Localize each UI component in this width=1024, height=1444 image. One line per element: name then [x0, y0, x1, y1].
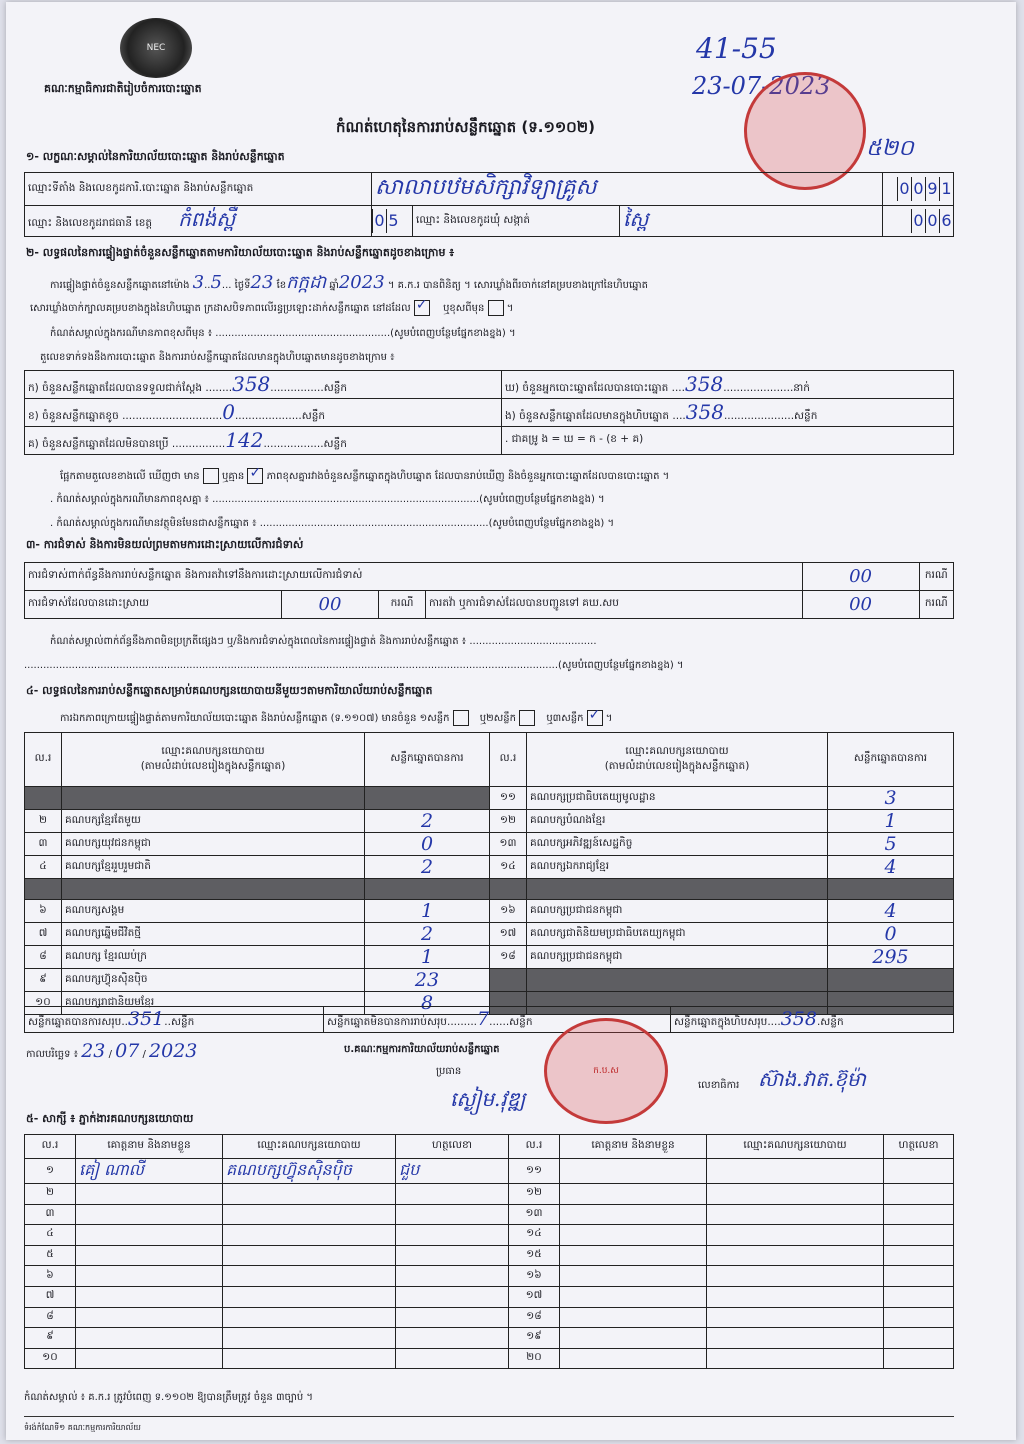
witness-signature — [884, 1328, 954, 1349]
sheets-count-line: ការឯកភាពក្រោយផ្ទៀងផ្ទាត់តាមការិយាល័យបោះឆ្នោត និងរាប់សន្លឹកឆ្នោត (ទ.១១០៧) មានចំនួន ១សន្លឹក ឬ២សន្លឹក ឬ៣សន្លឹក ✓ ។ — [60, 710, 612, 726]
left-party-no: ១០ — [25, 992, 62, 1015]
witness-signature: ជួប — [396, 1159, 509, 1184]
witness-no: ១៩ — [509, 1328, 560, 1349]
right-party-name: គណបក្សឯករាជ្យខ្មែរ — [527, 856, 828, 879]
right-party-no: ១២ — [490, 810, 527, 833]
figure-row-d: ឃ) ចំនួនអ្នកបោះឆ្នោតដែលបានបោះឆ្នោត ....358.....................នាក់ — [502, 371, 954, 399]
left-party-votes — [365, 879, 490, 900]
witness-name — [76, 1307, 223, 1328]
witness-no: ៤ — [25, 1225, 76, 1246]
col-party-right: ឈ្មោះគណបក្សនយោបាយ (តាមលំដាប់លេខរៀងក្នុងសន្លឹកឆ្នោត) — [527, 733, 828, 787]
wcol-no-right: ល.រ — [509, 1135, 560, 1159]
results-row — [25, 969, 954, 992]
month-value: កក្កដា — [286, 272, 327, 293]
witness-signature — [396, 1286, 509, 1307]
witness-party — [707, 1286, 884, 1307]
witness-signature — [884, 1307, 954, 1328]
footer-print: ទំរង់កំណែទី១ គណៈកម្មការការិយាល័យ — [24, 1423, 141, 1432]
figure-formula: . ជាគម្រូ ង = ឃ = ក - (ខ + គ) — [502, 427, 954, 455]
right-party-name: គណបក្សប្រជាធិបតេយ្យមូលដ្ឋាន — [527, 787, 828, 810]
witness-party — [223, 1225, 396, 1246]
witness-party — [707, 1266, 884, 1287]
witness-name — [560, 1328, 707, 1349]
witness-party — [707, 1225, 884, 1246]
right-party-votes — [828, 969, 954, 992]
complaints-table — [24, 562, 954, 619]
results-row — [25, 879, 954, 900]
witness-row — [25, 1286, 954, 1307]
witness-name — [560, 1159, 707, 1184]
witness-name — [560, 1184, 707, 1205]
witness-signature — [396, 1204, 509, 1225]
left-party-name: គណបក្សខ្មែរតែមួយ — [62, 810, 365, 833]
location-label: ឈ្មោះទីតាំង និងលេខកូដការិ.បោះឆ្នោត និងរាប់សន្លឹកឆ្នោត — [25, 173, 372, 206]
witness-signature — [884, 1348, 954, 1369]
right-party-no: ១៤ — [490, 856, 527, 879]
witness-no: ១១ — [509, 1159, 560, 1184]
results-row — [25, 856, 954, 879]
wcol-name-left: គោត្តនាម និងនាមខ្លួន — [76, 1135, 223, 1159]
date-month: 07 — [115, 1040, 140, 1062]
foreign-object-note: . កំណត់សម្គាល់ក្នុងករណីមានវត្ថុមិនមែនជាសន្លឹកឆ្នោត ៖ ........................................................................(សូមបំពេញបន្ថែមផ្នែកខាងខ្នង) ។ — [50, 518, 615, 529]
figures-table — [24, 370, 954, 455]
witness-party — [707, 1307, 884, 1328]
witness-name — [560, 1225, 707, 1246]
witness-row — [25, 1266, 954, 1287]
witness-name — [560, 1286, 707, 1307]
witness-signature — [884, 1286, 954, 1307]
stamp-date: 23-07-2023 — [692, 72, 831, 100]
forwarded-value: 00 — [802, 591, 919, 619]
witness-signature — [884, 1266, 954, 1287]
hour-value: 3 — [192, 272, 205, 293]
two-sheets-checkbox[interactable] — [519, 710, 535, 726]
right-party-name — [527, 879, 828, 900]
total-valid-cell: សន្លឹកឆ្នោតបានការសរុប..351..សន្លឹក — [25, 1007, 324, 1033]
witness-name — [76, 1184, 223, 1205]
stamp-code: ៥២០ — [866, 136, 914, 161]
results-row — [25, 900, 954, 923]
left-party-votes: 2 — [365, 923, 490, 946]
witness-no: ១៣ — [509, 1204, 560, 1225]
left-party-no: ៣ — [25, 833, 62, 856]
witness-name — [560, 1204, 707, 1225]
witness-row — [25, 1159, 954, 1184]
seal-line: សោរឃ្លាំងចាក់ក្បាលគម្របខាងក្នុងនៃហិបឆ្នោត ក្រដាសបិទភាពលើរន្ធប្រឡោះដាក់សន្លឹកឆ្នោត នៅដដែល ✓ ឬខុសពីមុន ។ — [30, 300, 513, 316]
witness-no: ១០ — [25, 1348, 76, 1369]
witness-table — [24, 1134, 954, 1369]
right-party-no: ១៨ — [490, 946, 527, 969]
witness-party — [223, 1184, 396, 1205]
president-label: ប្រធាន — [436, 1066, 462, 1077]
witness-no: ១៨ — [509, 1307, 560, 1328]
witness-party — [223, 1348, 396, 1369]
witness-party — [223, 1286, 396, 1307]
witness-party — [707, 1328, 884, 1349]
left-party-no: ៩ — [25, 969, 62, 992]
date-day: 23 — [81, 1040, 106, 1062]
forwarded-unit: ករណី — [919, 591, 953, 619]
resolved-value: 00 — [282, 591, 379, 619]
total-box-cell: សន្លឹកឆ្នោតក្នុងហិបសរុប....358.សន្លឹក — [671, 1007, 954, 1033]
wcol-name-right: គោត្តនាម និងនាមខ្លួន — [560, 1135, 707, 1159]
left-party-name: គណបក្សឆ្នើមជីវិតថ្មី — [62, 923, 365, 946]
wcol-no-left: ល.រ — [25, 1135, 76, 1159]
right-party-votes: 1 — [828, 810, 954, 833]
year-value: 2023 — [338, 272, 385, 293]
totals-table — [24, 1006, 954, 1033]
left-party-votes: 0 — [365, 833, 490, 856]
witness-signature — [396, 1328, 509, 1349]
right-party-name: គណបក្សប្រជាជនកម្ពុជា — [527, 946, 828, 969]
witness-no: ៥ — [25, 1245, 76, 1266]
results-row — [25, 833, 954, 856]
wcol-party-left: ឈ្មោះគណបក្សនយោបាយ — [223, 1135, 396, 1159]
witness-name — [560, 1245, 707, 1266]
right-party-votes — [828, 879, 954, 900]
figures-intro: តួលេខទាក់ទងនឹងការបោះឆ្នោត និងការរាប់សន្លឹកឆ្នោតដែលមានក្នុងហិបឆ្នោតមានដូចខាងក្រោម ៖ — [40, 352, 395, 363]
witness-no: ១ — [25, 1159, 76, 1184]
results-row — [25, 787, 954, 810]
secretary-signature: ស៊ាង.វាត.ខ៊ុម៉ា — [758, 1067, 866, 1091]
witness-party — [223, 1266, 396, 1287]
witness-signature — [884, 1204, 954, 1225]
location-code: 0 0 9 1 — [883, 173, 954, 206]
total-valid-value: 351 — [128, 1008, 165, 1030]
left-party-votes: 23 — [365, 969, 490, 992]
witness-party — [707, 1184, 884, 1205]
witness-no: ៦ — [25, 1266, 76, 1287]
witness-name — [76, 1266, 223, 1287]
witness-no: ២ — [25, 1184, 76, 1205]
left-party-name: គណបក្សសង្គម — [62, 900, 365, 923]
witness-no: ៩ — [25, 1328, 76, 1349]
witness-party — [223, 1245, 396, 1266]
witness-signature — [396, 1348, 509, 1369]
section3-title: ៣- ការជំទាស់ និងការមិនយល់ព្រមតាមការដោះស្រាយលើការជំទាស់ — [26, 538, 304, 551]
results-row — [25, 946, 954, 969]
date-line: កាលបរិច្ឆេទ ៖ 23 / 07 / 2023 — [26, 1040, 198, 1062]
witness-no: ៧ — [25, 1286, 76, 1307]
witness-no: ៨ — [25, 1307, 76, 1328]
right-party-no — [490, 879, 527, 900]
resolved-label: ការជំទាស់ដែលបានដោះស្រាយ — [25, 591, 282, 619]
witness-name — [76, 1328, 223, 1349]
irregularity-note: កំណត់សម្គាល់ពាក់ព័ន្ធនឹងភាពមិនប្រក្រតីផ្សេងៗ ឬ/និងការជំទាស់ក្នុងពេលនៃការផ្ទៀងផ្ទាត់ និងការរាប់សន្លឹកឆ្នោត ៖ ........................................ — [50, 636, 597, 647]
witness-signature — [396, 1245, 509, 1266]
left-party-votes: 1 — [365, 946, 490, 969]
no-difference-checkbox[interactable] — [247, 468, 263, 484]
witness-row — [25, 1184, 954, 1205]
right-party-name — [527, 969, 828, 992]
section1-title: ១- លក្ខណៈសម្គាល់នៃការិយាល័យបោះឆ្នោត និងរាប់សន្លឹកឆ្នោត — [26, 150, 285, 163]
witness-row — [25, 1245, 954, 1266]
witness-party — [223, 1328, 396, 1349]
witness-party — [223, 1204, 396, 1225]
footer-note: កំណត់សម្គាល់ ៖ គ.ក.រ ត្រូវបំពេញ ទ.១១០២ ឱ្យបានត្រឹមត្រូវ ចំនួន ៣ច្បាប់ ។ — [24, 1392, 313, 1403]
left-party-name — [62, 787, 365, 810]
witness-name — [560, 1348, 707, 1369]
witness-no: ៣ — [25, 1204, 76, 1225]
results-table — [24, 732, 954, 1015]
witness-signature — [396, 1266, 509, 1287]
right-party-votes: 4 — [828, 900, 954, 923]
witness-signature — [884, 1159, 954, 1184]
left-party-votes: 8 — [365, 992, 490, 1015]
witness-signature — [396, 1307, 509, 1328]
president-signature: ស្ងៀម.វុឌ្ឍ — [450, 1087, 526, 1111]
witness-name — [76, 1225, 223, 1246]
minute-value: 5 — [210, 272, 222, 293]
location-table — [24, 172, 954, 237]
right-party-no — [490, 969, 527, 992]
left-party-name: គណបក្សហ៊្វុនស៊ិនប៉ិច — [62, 969, 365, 992]
date-year: 2023 — [149, 1040, 198, 1062]
left-party-no: ៨ — [25, 946, 62, 969]
witness-name — [560, 1266, 707, 1287]
unchanged-checkbox[interactable] — [414, 300, 430, 316]
total-invalid-value: 7 — [477, 1008, 490, 1030]
witness-party — [223, 1307, 396, 1328]
witness-name — [560, 1307, 707, 1328]
difference-line: ផ្អែកតាមតួលេខខាងលើ ឃើញថា មាន ឬគ្មាន ✓ ភាពខុសគ្នារវាងចំនួនសន្លឹកឆ្នោតក្នុងហិបឆ្នោត ដែលបានរាប់ឃើញ និងចំនួនអ្នកបោះឆ្នោតដែលបានបោះឆ្នោត ។ — [60, 468, 669, 484]
official-seal-bottom: ក.ប.ស — [544, 1018, 668, 1124]
witness-row — [25, 1328, 954, 1349]
figure-row-e: ង) ចំនួនសន្លឹកឆ្នោតដែលមានក្នុងហិបឆ្នោត ....358.....................សន្លឹក — [502, 399, 954, 427]
witness-row — [25, 1204, 954, 1225]
right-party-no: ១៧ — [490, 923, 527, 946]
results-row — [25, 810, 954, 833]
left-party-votes: 2 — [365, 856, 490, 879]
witness-no: ១៥ — [509, 1245, 560, 1266]
form-sheet — [6, 2, 1016, 1440]
left-party-name: គណបក្សខ្មែររួបរួមជាតិ — [62, 856, 365, 879]
left-party-name — [62, 879, 365, 900]
witness-signature — [884, 1184, 954, 1205]
witness-party: គណបក្សហ៊្វុនស៊ិនប៉ិច — [223, 1159, 396, 1184]
right-party-votes: 0 — [828, 923, 954, 946]
witness-no: ១៦ — [509, 1266, 560, 1287]
witness-no: ១៧ — [509, 1286, 560, 1307]
complaints-label: ការជំទាស់ពាក់ព័ន្ធនឹងការរាប់សន្លឹកឆ្នោត និងការតវ៉ាទៅនឹងការដោះស្រាយលើការជំទាស់ — [25, 563, 803, 591]
witness-party — [707, 1245, 884, 1266]
secretary-label: លេខាធិការ — [698, 1080, 740, 1091]
wcol-party-right: ឈ្មោះគណបក្សនយោបាយ — [707, 1135, 884, 1159]
left-party-votes: 1 — [365, 900, 490, 923]
irregularity-note-2: ........................................................................................................................................................................(សូមបំពេញបន្ថែមផ្នែកខាងខ្នង) ។ — [24, 660, 684, 671]
province-value: កំពង់ស្ពឺ — [178, 207, 236, 231]
left-party-no: ៦ — [25, 900, 62, 923]
location-value: សាលាបឋមសិក្សាវិទ្យាគ្រូស — [372, 173, 883, 206]
right-party-no: ១១ — [490, 787, 527, 810]
commune-code: 0 0 6 — [883, 206, 954, 237]
wcol-sign-left: ហត្ថលេខា — [396, 1135, 509, 1159]
section4-title: ៤- លទ្ធផលនៃការរាប់សន្លឹកឆ្នោតសម្រាប់គណបក្សនយោបាយនីមួយៗតាមការិយាល័យរាប់សន្លឹកឆ្នោត — [26, 684, 433, 697]
right-party-name: គណបក្សប្រជាជនកម្ពុជា — [527, 900, 828, 923]
witness-signature — [884, 1245, 954, 1266]
left-party-no: ៤ — [25, 856, 62, 879]
witness-name — [76, 1286, 223, 1307]
right-party-name: គណបក្សជាតិនិយមប្រជាធិបតេយ្យកម្ពុជា — [527, 923, 828, 946]
figure-row-b: ខ) ចំនួនសន្លឹកឆ្នោតខូច ..............................0....................សន្លឹក — [25, 399, 502, 427]
col-party-left: ឈ្មោះគណបក្សនយោបាយ (តាមលំដាប់លេខរៀងក្នុងសន្លឹកឆ្នោត) — [62, 733, 365, 787]
witness-signature — [396, 1225, 509, 1246]
results-row — [25, 923, 954, 946]
right-party-no: ១៦ — [490, 900, 527, 923]
section2-title: ២- លទ្ធផលនៃការផ្ទៀងផ្ទាត់ចំនួនសន្លឹកឆ្នោតតាមការិយាល័យបោះឆ្នោត និងរាប់សន្លឹកឆ្នោតដូចខាងក្រោម ៖ — [26, 246, 455, 259]
witness-row — [25, 1225, 954, 1246]
day-value: 23 — [250, 272, 274, 293]
wcol-sign-right: ហត្ថលេខា — [884, 1135, 954, 1159]
has-difference-checkbox[interactable] — [203, 468, 219, 484]
col-votes-left: សន្លឹកឆ្នោតបានការ — [365, 733, 490, 787]
col-no-right: ល.រ — [490, 733, 527, 787]
left-party-name: គណបក្សយុវជនកម្ពុជា — [62, 833, 365, 856]
witness-party — [707, 1204, 884, 1225]
section5-title: ៥- សាក្សី ៖ ភ្នាក់ងារគណបក្សនយោបាយ — [26, 1112, 194, 1125]
forwarded-label: ការតវ៉ា ឬការជំទាស់ដែលបានបញ្ជូនទៅ គឃ.សប — [426, 591, 803, 619]
committee-name: គណៈកម្មាធិការជាតិរៀបចំការបោះឆ្នោត — [44, 82, 202, 95]
doc-title: កំណត់ហេតុនៃការរាប់សន្លឹកឆ្នោត (ទ.១១០២) — [336, 118, 596, 136]
left-party-votes: 2 — [365, 810, 490, 833]
changed-checkbox[interactable] — [488, 300, 504, 316]
verification-line: ការផ្ទៀងផ្ទាត់ចំនួនសន្លឹកឆ្នោតនៅម៉ោង 3..5... ថ្ងៃទី23 ខែកក្កដា ឆ្នាំ2023 ។ គ.ក.រ បានពិនិត្យ ។ សោរឃ្លាំងពីរចាក់នៅគម្របខាងក្រៅនៃហិបឆ្នោត — [50, 272, 649, 293]
change-note: កំណត់សម្គាល់ក្នុងករណីមានភាពខុសពីមុន ៖ .......................................................(សូមបំពេញបន្ថែមផ្នែកខាងខ្នង) ។ — [50, 328, 516, 339]
complaints-unit: ករណី — [919, 563, 953, 591]
witness-name — [76, 1245, 223, 1266]
witness-row — [25, 1307, 954, 1328]
witness-name — [76, 1204, 223, 1225]
province-code: 0 5 — [372, 206, 413, 237]
left-party-no — [25, 879, 62, 900]
figure-row-a: ក) ចំនួនសន្លឹកឆ្នោតដែលបានទទួលជាក់ស្តែង ........358................សន្លឹក — [25, 371, 502, 399]
right-party-votes: 3 — [828, 787, 954, 810]
witness-no: ២០ — [509, 1348, 560, 1369]
commune-value: ស្ពៃ — [620, 206, 883, 237]
three-sheets-checkbox[interactable] — [587, 710, 603, 726]
witness-no: ១២ — [509, 1184, 560, 1205]
witness-row — [25, 1348, 954, 1369]
right-party-votes: 4 — [828, 856, 954, 879]
witness-party — [707, 1159, 884, 1184]
left-party-no: ៧ — [25, 923, 62, 946]
right-party-votes: 295 — [828, 946, 954, 969]
figure-row-c: គ) ចំនួនសន្លឹកឆ្នោតដែលមិនបានប្រើ ................142..................សន្លឹក — [25, 427, 502, 455]
left-party-name: គណបក្សរាជានិយមខ្មែរ — [62, 992, 365, 1015]
witness-signature — [396, 1184, 509, 1205]
right-party-name: គណបក្សបំណងខ្មែរ — [527, 810, 828, 833]
resolved-unit: ករណី — [379, 591, 426, 619]
complaints-value: 00 — [802, 563, 919, 591]
difference-note: . កំណត់សម្គាល់ក្នុងករណីមានភាពខុសគ្នា ៖ ....................................................................................(សូមបំពេញបន្ថែមផ្នែកខាងខ្នង) ។ — [50, 494, 605, 505]
witness-name: គៀ ណាលី — [76, 1159, 223, 1184]
province-label: ឈ្មោះ និងលេខកូដរាជធានី ខេត្ត កំពង់ស្ពឺ — [25, 206, 372, 237]
commune-label: ឈ្មោះ និងលេខកូដឃុំ សង្កាត់ — [413, 206, 620, 237]
nec-emblem-icon: NEC — [120, 18, 192, 78]
witness-name — [76, 1348, 223, 1369]
col-votes-right: សន្លឹកឆ្នោតបានការ — [828, 733, 954, 787]
total-box-value: 358 — [780, 1008, 817, 1030]
one-sheet-checkbox[interactable] — [453, 710, 469, 726]
left-party-no: ២ — [25, 810, 62, 833]
left-party-name: គណបក្ស ខ្មែរឈប់ក្រ — [62, 946, 365, 969]
left-party-votes — [365, 787, 490, 810]
stamp-number: 41-55 — [696, 32, 777, 65]
right-party-votes: 5 — [828, 833, 954, 856]
total-invalid-cell: សន្លឹកឆ្នោតមិនបានការរាប់សរុប.........7......សន្លឹក — [324, 1007, 671, 1033]
witness-party — [707, 1348, 884, 1369]
right-party-name: គណបក្សអភិវឌ្ឍន៍សេដ្ឋកិច្ច — [527, 833, 828, 856]
committee-signoff-label: ប.គណៈកម្មការការិយាល័យរាប់សន្លឹកឆ្នោត — [344, 1044, 500, 1055]
left-party-no — [25, 787, 62, 810]
witness-no: ១៤ — [509, 1225, 560, 1246]
col-no-left: ល.រ — [25, 733, 62, 787]
witness-signature — [884, 1225, 954, 1246]
right-party-no: ១៣ — [490, 833, 527, 856]
